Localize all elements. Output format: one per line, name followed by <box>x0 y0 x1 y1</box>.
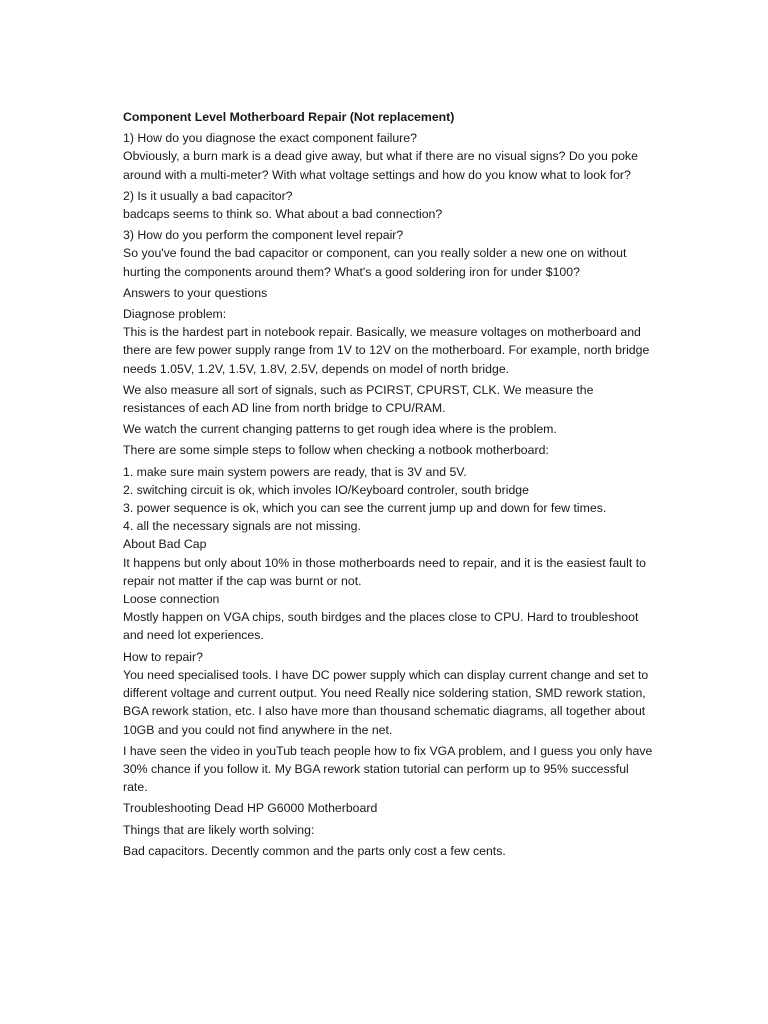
text-line: resistances of each AD line from north bridge to CPU/RAM. <box>123 401 446 416</box>
text-line: Troubleshooting Dead HP G6000 Motherboard <box>123 801 378 816</box>
paragraph <box>123 129 643 184</box>
text-line: Diagnose problem: <box>123 307 227 322</box>
text-line: There are some simple steps to follow when checking a notbook motherboard: <box>123 443 549 458</box>
text-line: This is the hardest part in notebook repair. Basically, we measure voltages on motherboard and <box>123 325 641 340</box>
text-line: badcaps seems to think so. What about a bad connection? <box>123 207 443 222</box>
paragraph <box>123 420 643 438</box>
paragraph <box>123 187 643 223</box>
text-line: 3. power sequence is ok, which you can see the current jump up and down for few times. <box>123 501 607 516</box>
text-line: I have seen the video in youTub teach people how to fix VGA problem, and I guess you only have <box>123 743 653 758</box>
document-title: Component Level Motherboard Repair (Not replacement) <box>123 110 455 124</box>
text-line: 2) Is it usually a bad capacitor? <box>123 188 293 203</box>
paragraph <box>123 799 643 817</box>
text-line: BGA rework station, etc. I also have more than thousand schematic diagrams, all together about <box>123 704 646 719</box>
paragraph <box>123 305 650 378</box>
paragraph <box>123 284 643 302</box>
text-line: 1. make sure main system powers are ready, that is 3V and 5V. <box>123 464 467 479</box>
paragraph <box>123 821 643 839</box>
paragraph <box>123 842 643 860</box>
paragraph-list <box>123 129 653 860</box>
text-line: 3) How do you perform the component level repair? <box>123 228 404 243</box>
paragraph <box>123 742 653 797</box>
paragraph <box>123 381 643 417</box>
text-line: different voltage and current output. You need Really nice soldering station, SMD rework station, <box>123 686 646 701</box>
text-line: Answers to your questions <box>123 285 268 300</box>
paragraph <box>123 441 643 459</box>
text-line: It happens but only about 10% in those motherboards need to repair, and it is the easiest fault to <box>123 555 646 570</box>
text-line: About Bad Cap <box>123 537 207 552</box>
paragraph <box>123 648 649 739</box>
text-line: 30% chance if you follow it. My BGA rework station tutorial can perform up to 95% successful <box>123 761 629 776</box>
text-line: Bad capacitors. Decently common and the parts only cost a few cents. <box>123 843 506 858</box>
text-line: We also measure all sort of signals, such as PCIRST, CPURST, CLK. We measure the <box>123 382 594 397</box>
text-line: hurting the components around them? What's a good soldering iron for under $100? <box>123 264 580 279</box>
text-line: You need specialised tools. I have DC power supply which can display current change and set to <box>123 667 649 682</box>
text-line: there are few power supply range from 1V to 12V on the motherboard. For example, north bridge <box>123 343 650 358</box>
paragraph <box>123 226 643 281</box>
document-body <box>123 108 653 863</box>
paragraph <box>123 463 646 645</box>
text-line: Loose connection <box>123 592 220 607</box>
text-line: 2. switching circuit is ok, which involes IO/Keyboard controler, south bridge <box>123 482 529 497</box>
text-line: 4. all the necessary signals are not missing. <box>123 519 361 534</box>
text-line: needs 1.05V, 1.2V, 1.5V, 1.8V, 2.5V, depends on model of north bridge. <box>123 361 510 376</box>
text-line: So you've found the bad capacitor or component, can you really solder a new one on without <box>123 246 627 261</box>
text-line: Things that are likely worth solving: <box>123 822 315 837</box>
text-line: rate. <box>123 780 148 795</box>
text-line: around with a multi-meter? With what voltage settings and how do you know what to look for? <box>123 167 631 182</box>
text-line: repair not matter if the cap was burnt or not. <box>123 573 362 588</box>
text-line: We watch the current changing patterns to get rough idea where is the problem. <box>123 422 557 437</box>
text-line: and need lot experiences. <box>123 628 264 643</box>
text-line: 10GB and you could not find anywhere in the net. <box>123 722 393 737</box>
text-line: How to repair? <box>123 649 203 664</box>
text-line: Obviously, a burn mark is a dead give away, but what if there are no visual signs? Do you poke <box>123 149 638 164</box>
text-line: Mostly happen on VGA chips, south birdges and the places close to CPU. Hard to troubleshoot <box>123 610 639 625</box>
text-line: 1) How do you diagnose the exact component failure? <box>123 131 417 146</box>
